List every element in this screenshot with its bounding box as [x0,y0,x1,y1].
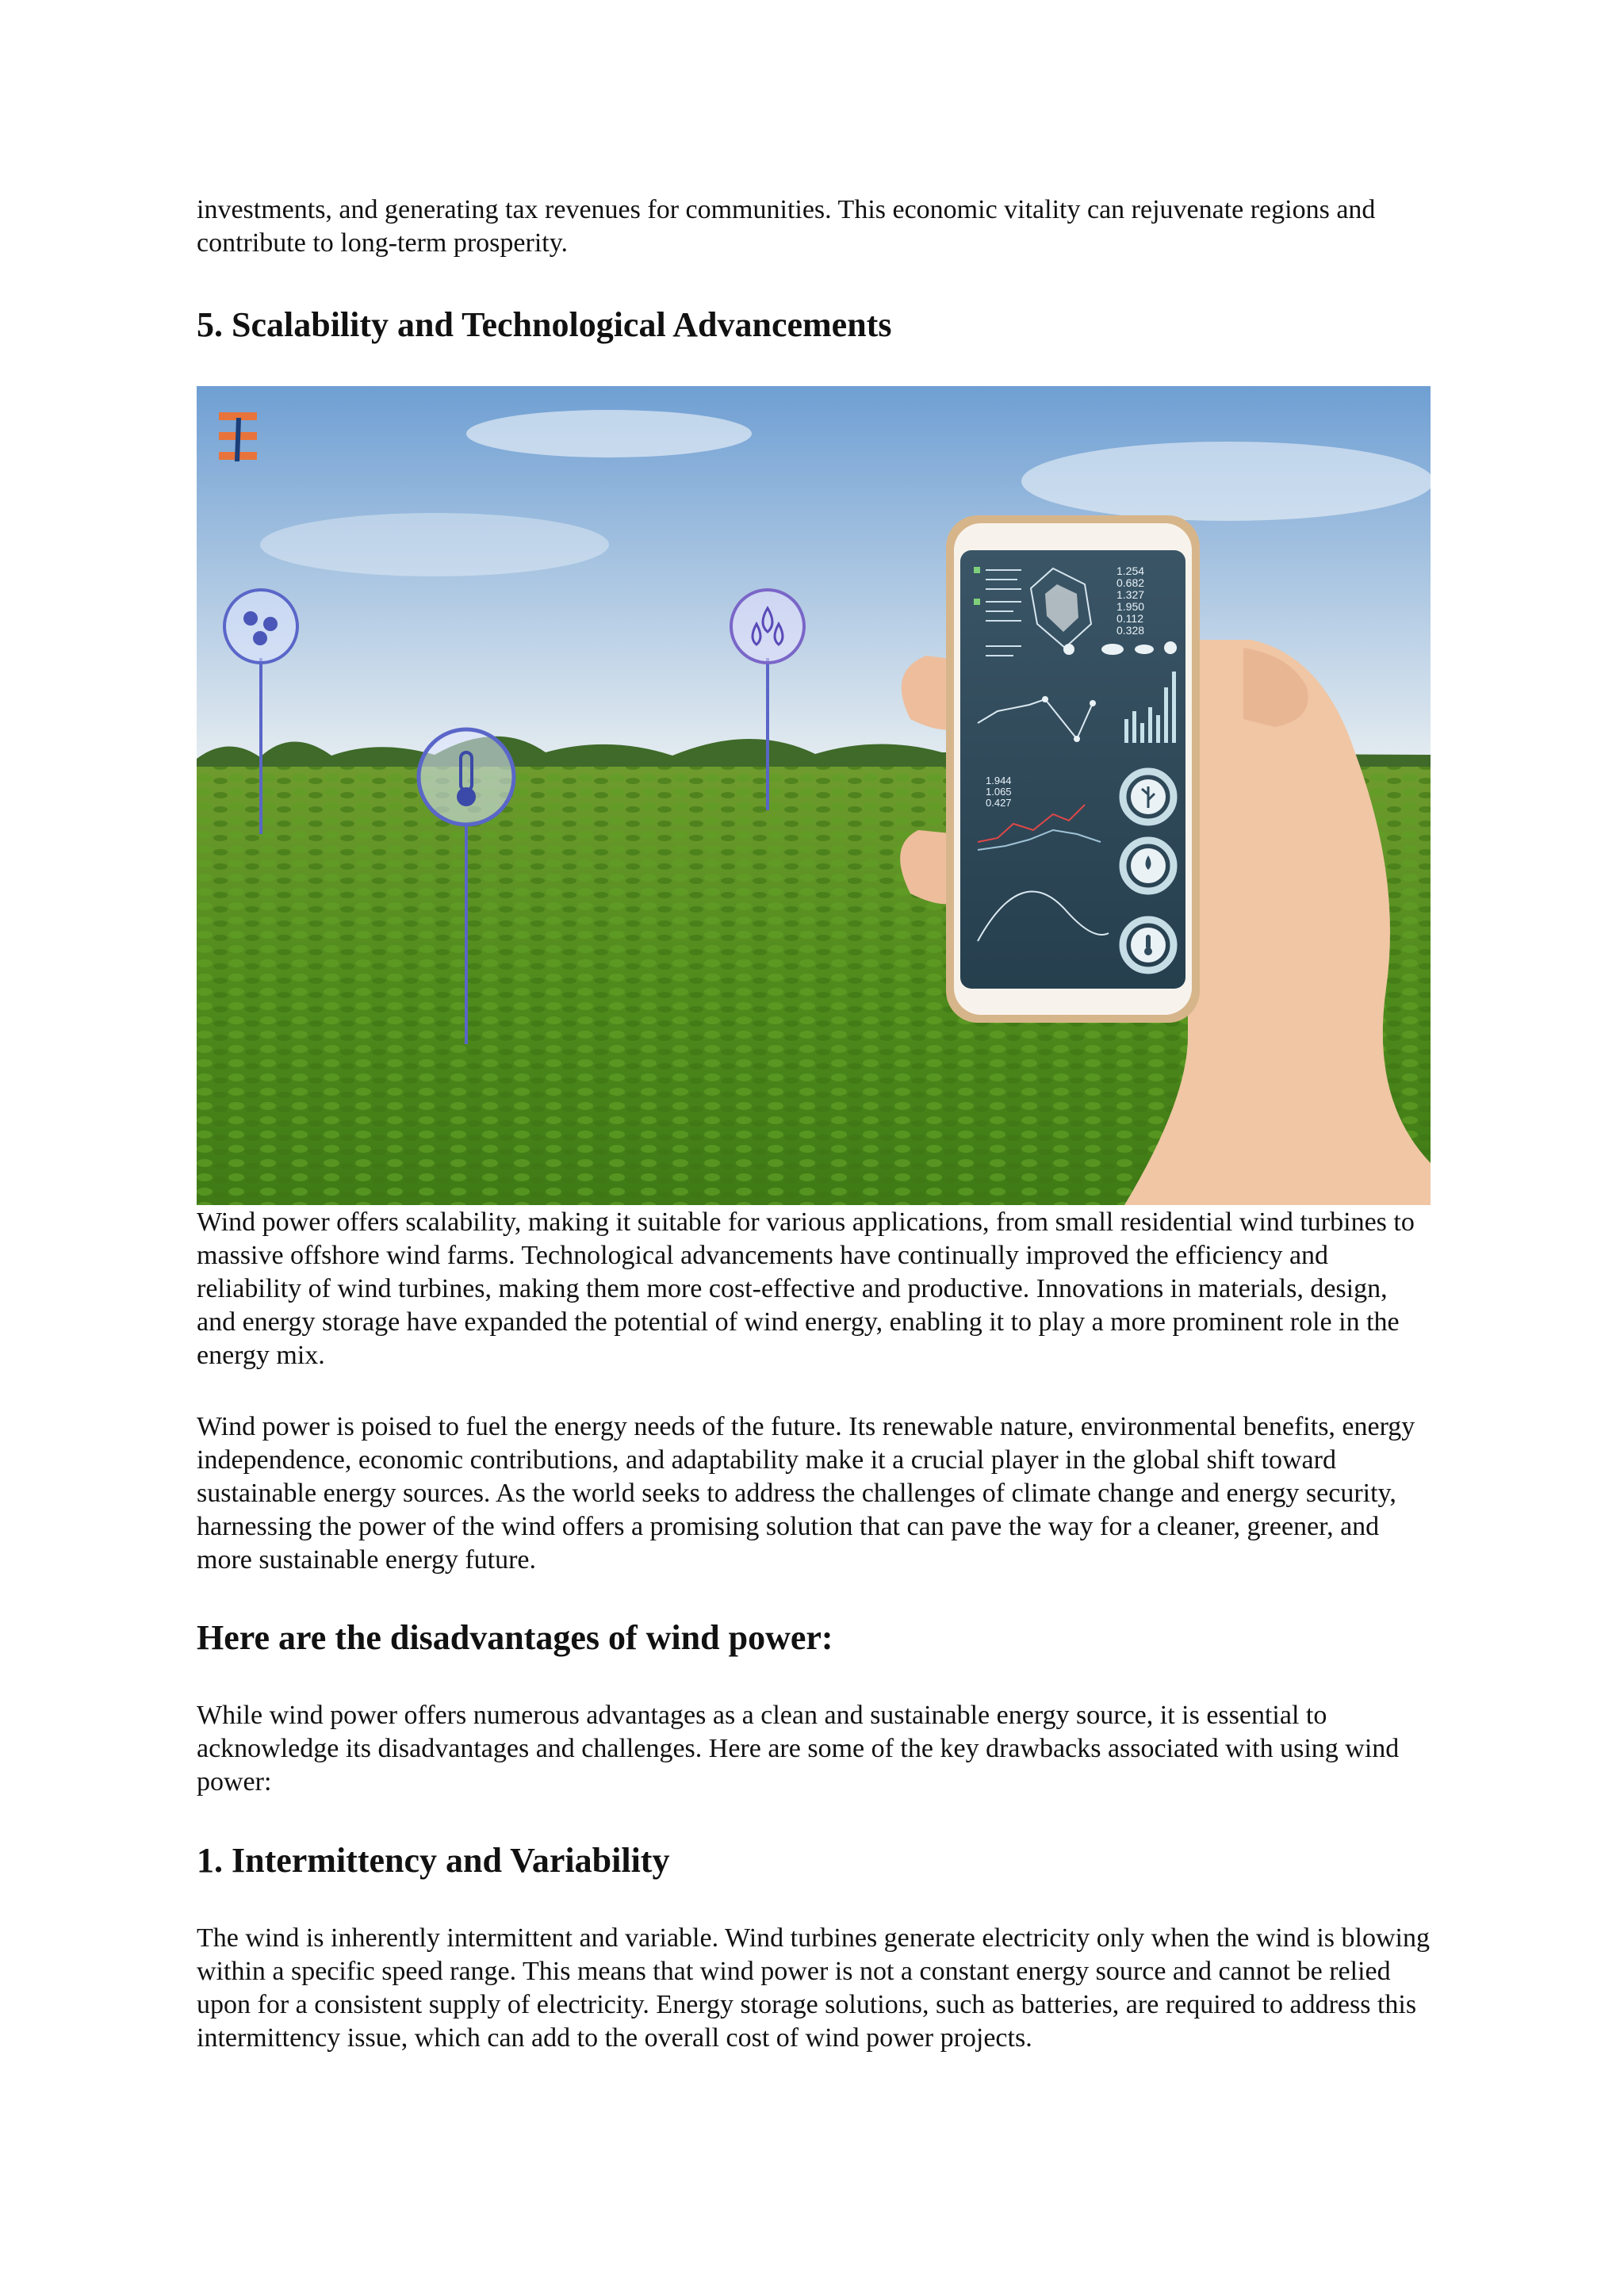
intermittency-paragraph: The wind is inherently intermittent and variable. Wind turbines generate electricity only when the wind is blowing within a specific speed range. This means that wind power is not a constant energy source and cannot be relied upon for a consistent supply of electricity. Energy storage solutions, such as batteries, are required to address this intermittency issue, which can add to the overall cost of wind power projects. [197,1923,1430,2053]
intro-paragraph: investments, and generating tax revenues for communities. This economic vitality can rejuvenate regions and contribute to long-term prosperity. [197,195,1376,258]
scalability-paragraph: Wind power offers scalability, making it suitable for various applications, from small residential wind turbines to massive offshore wind farms. Technological advancements have continually improved the efficiency and reliability of wind turbines, making them more cost-effective and productive. Innovations in materials, design, and energy storage have expanded the potential of wind energy, enabling it to play a more prominent role in the energy mix. [197,1207,1415,1370]
disadvantages-heading: Here are the disadvantages of wind power: [197,1618,833,1657]
smartphone [946,515,1200,1023]
section-heading-scalability: 5. Scalability and Technological Advancements [197,305,892,344]
brand-logo [219,412,257,461]
reading-4: 1.950 [1116,600,1145,613]
reading-2: 0.682 [1116,576,1145,589]
reading-5: 0.112 [1116,612,1143,625]
intermittency-heading: 1. Intermittency and Variability [197,1841,670,1880]
reading-6: 0.328 [1116,624,1145,637]
reading-b1: 1.944 [986,775,1012,786]
reading-3: 1.327 [1116,588,1145,601]
reading-b3: 0.427 [986,797,1012,809]
reading-b2: 1.065 [986,786,1012,798]
disadvantages-intro-paragraph: While wind power offers numerous advantages as a clean and sustainable energy source, it is essential to acknowledge its disadvantages and challenges. Here are some of the key drawbacks associated with using wind power: [197,1701,1400,1797]
reading-1: 1.254 [1116,564,1145,577]
smart-farming-image [197,386,1431,1205]
future-paragraph: Wind power is poised to fuel the energy needs of the future. Its renewable nature, environmental benefits, energy independence, economic contributions, and adaptability make it a crucial player in the global shift toward sustainable energy sources. As the world seeks to address the challenges of climate change and energy security, harnessing the power of the wind offers a promising solution that can pave the way for a cleaner, greener, and more sustainable energy future. [197,1412,1415,1575]
